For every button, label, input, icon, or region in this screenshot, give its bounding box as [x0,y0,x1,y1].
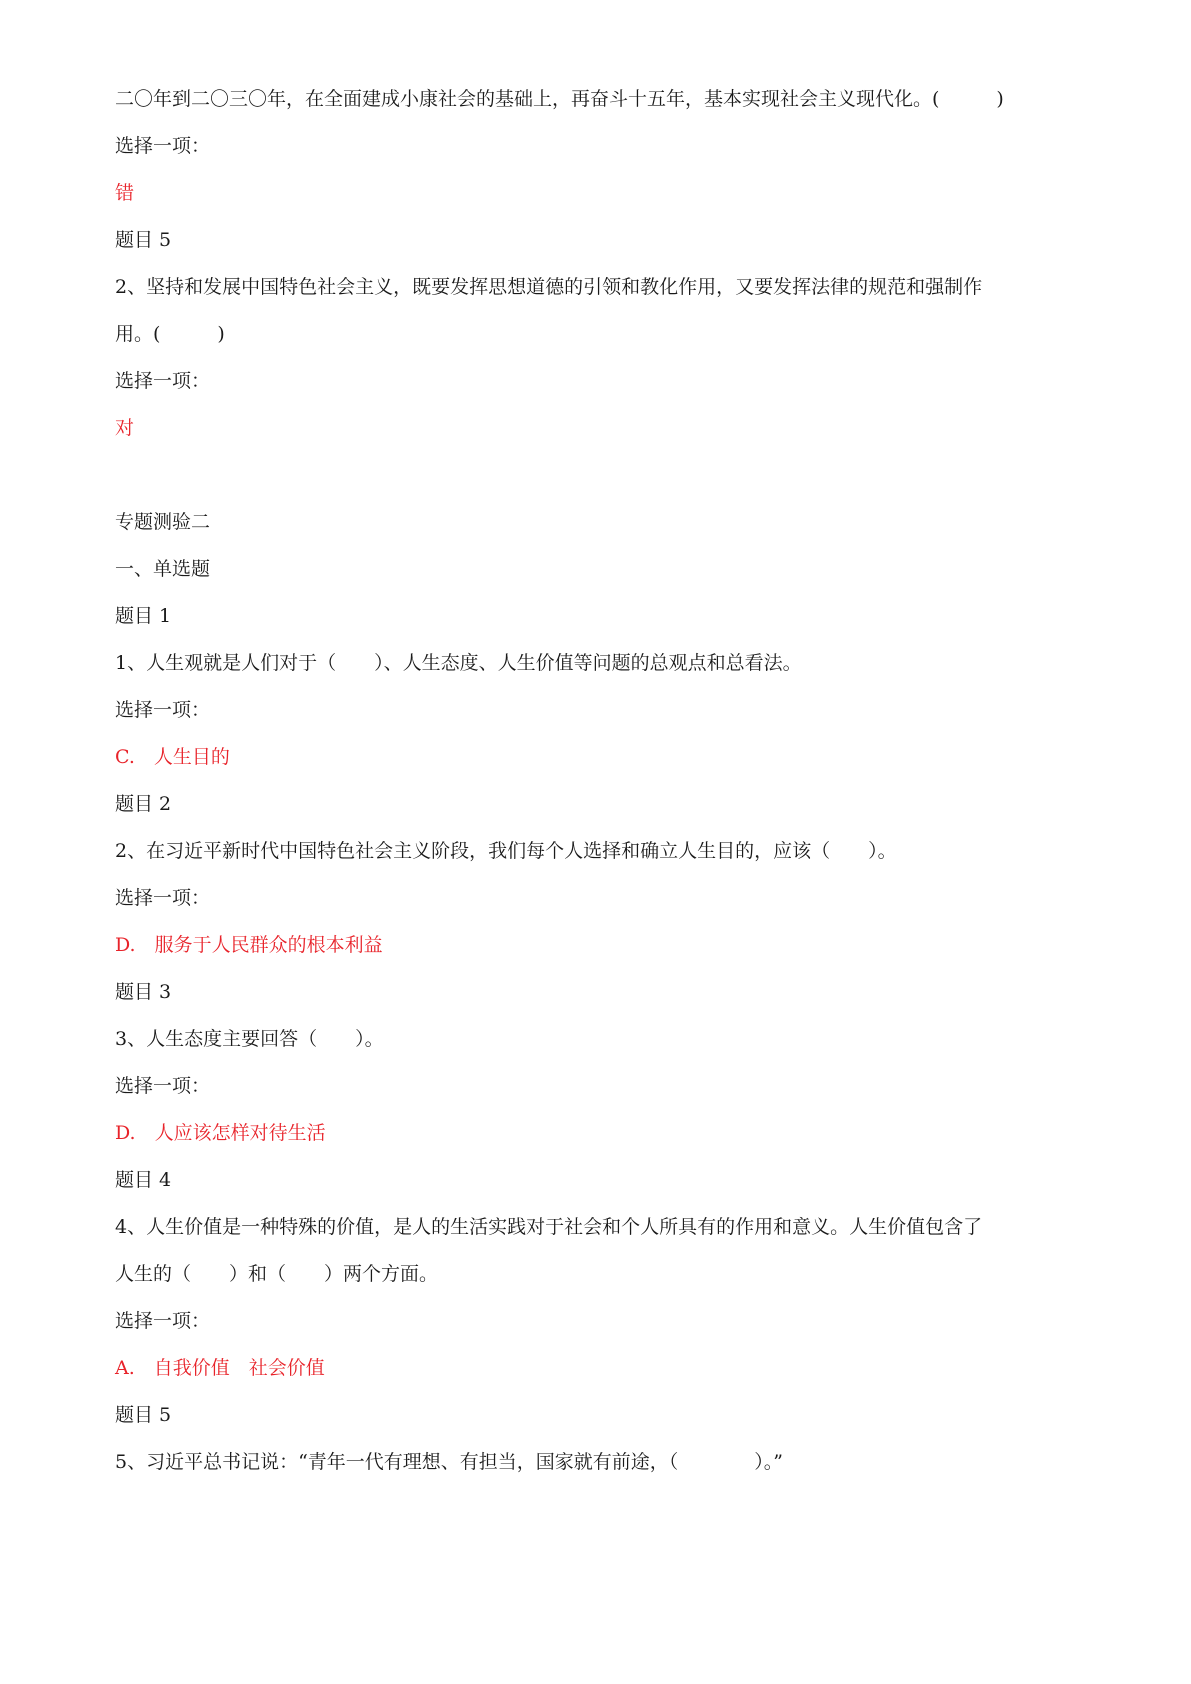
question-number: 题目 3 [115,981,172,1003]
choice-prompt: 选择一项： [115,1075,211,1097]
question-text: 人生的（ ）和（ ）两个方面。 [115,1263,439,1285]
question-number: 题目 5 [115,1404,172,1426]
question-number: 题目 5 [115,229,172,251]
choice-prompt: 选择一项： [115,370,211,392]
answer-text: 错 [115,182,135,204]
section-subtitle: 一、单选题 [115,558,211,580]
question-text: 二〇年到二〇三〇年，在全面建成小康社会的基础上，再奋斗十五年，基本实现社会主义现代化。( ) [115,88,1004,110]
question-text: 3、人生态度主要回答（ ）。 [115,1028,384,1050]
choice-prompt: 选择一项： [115,699,211,721]
question-number: 题目 1 [115,605,172,627]
answer-text: D. 服务于人民群众的根本利益 [115,934,383,956]
question-number: 题目 4 [115,1169,172,1191]
question-text: 用。( ) [115,323,225,345]
question-text: 2、在习近平新时代中国特色社会主义阶段，我们每个人选择和确立人生目的，应该（ ）。 [115,840,897,862]
choice-prompt: 选择一项： [115,1310,211,1332]
section-title: 专题测验二 [115,511,211,533]
question-text: 1、人生观就是人们对于（ ）、人生态度、人生价值等问题的总观点和总看法。 [115,652,802,674]
answer-text: C. 人生目的 [115,746,230,768]
choice-prompt: 选择一项： [115,887,211,909]
answer-text: A. 自我价值 社会价值 [115,1357,325,1379]
question-text: 5、习近平总书记说：“青年一代有理想、有担当，国家就有前途，（ ）。” [115,1451,784,1473]
answer-text: 对 [115,417,135,439]
question-number: 题目 2 [115,793,172,815]
choice-prompt: 选择一项： [115,135,211,157]
question-text: 4、人生价值是一种特殊的价值，是人的生活实践对于社会和个人所具有的作用和意义。人生价值包含了 [115,1216,983,1238]
question-text: 2、坚持和发展中国特色社会主义，既要发挥思想道德的引领和教化作用，又要发挥法律的规范和强制作 [115,276,983,298]
answer-text: D. 人应该怎样对待生活 [115,1122,326,1144]
